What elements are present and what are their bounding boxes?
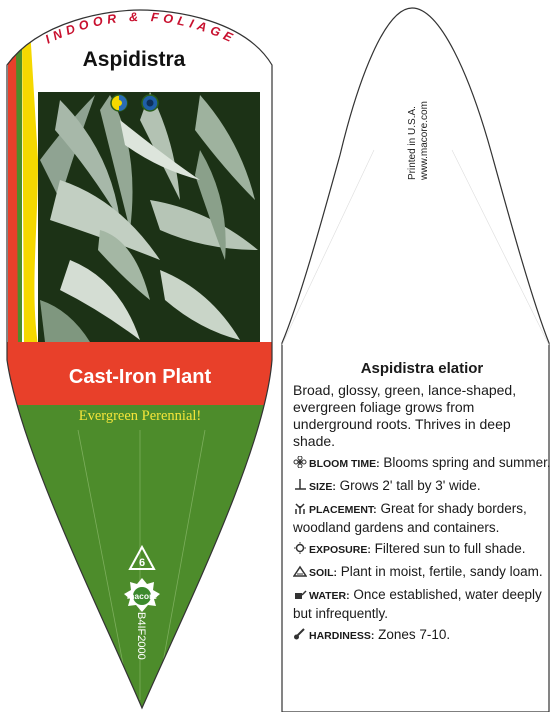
care-label: SIZE: xyxy=(309,481,336,493)
sku-code: B4IF2000 xyxy=(135,612,147,660)
shade-icon xyxy=(142,95,158,111)
care-text: Great for shady borders, woodland gardens and containers. xyxy=(293,501,527,535)
tagline: Evergreen Perennial! xyxy=(78,408,202,424)
back-content xyxy=(293,360,551,649)
category-label: INDOOR & FOLIAGE xyxy=(43,9,239,47)
care-placement xyxy=(293,500,551,536)
watering-can-icon xyxy=(293,588,307,600)
plants-icon xyxy=(293,502,307,514)
care-text: Once established, water deeply but infrequently. xyxy=(293,587,542,621)
recycle-number: 6 xyxy=(138,557,146,569)
care-label: WATER: xyxy=(309,590,350,602)
care-text: Blooms spring and summer. xyxy=(383,455,551,470)
part-sun-icon xyxy=(111,95,127,111)
care-text: Plant in moist, fertile, sandy loam. xyxy=(340,564,543,579)
plant-name: Aspidistra xyxy=(82,48,186,71)
brand-name: macore xyxy=(126,591,158,601)
care-label: SOIL: xyxy=(309,567,337,579)
description: Broad, glossy, green, lance-shaped, evergreen foliage grows from underground roots. Thrives in deep shade. xyxy=(293,382,517,449)
care-text: Filtered sun to full shade. xyxy=(374,541,526,556)
printed-in-label: Printed in U.S.A. xyxy=(407,106,418,180)
care-soil xyxy=(293,563,551,582)
sun-icon xyxy=(293,542,307,554)
care-label: EXPOSURE: xyxy=(309,544,371,556)
care-label: BLOOM TIME: xyxy=(309,458,380,470)
soil-icon xyxy=(293,565,307,577)
flower-icon xyxy=(293,456,307,468)
thermometer-icon xyxy=(293,628,307,640)
care-exposure xyxy=(293,540,551,559)
care-label: PLACEMENT: xyxy=(309,504,377,516)
common-name: Cast-Iron Plant xyxy=(68,366,212,388)
care-water xyxy=(293,586,551,622)
care-text: Grows 2' tall by 3' wide. xyxy=(339,478,481,493)
care-bloom-time xyxy=(293,454,551,473)
printed-credit xyxy=(407,101,431,180)
care-hardiness xyxy=(293,626,551,645)
care-size xyxy=(293,477,551,496)
botanical-name: Aspidistra elatior xyxy=(360,360,484,377)
care-label: HARDINESS: xyxy=(309,630,375,642)
plant-photo xyxy=(38,92,260,342)
care-text: Zones 7-10. xyxy=(378,627,451,642)
height-width-icon xyxy=(293,479,307,491)
website-label: www.macore.com xyxy=(419,101,430,180)
